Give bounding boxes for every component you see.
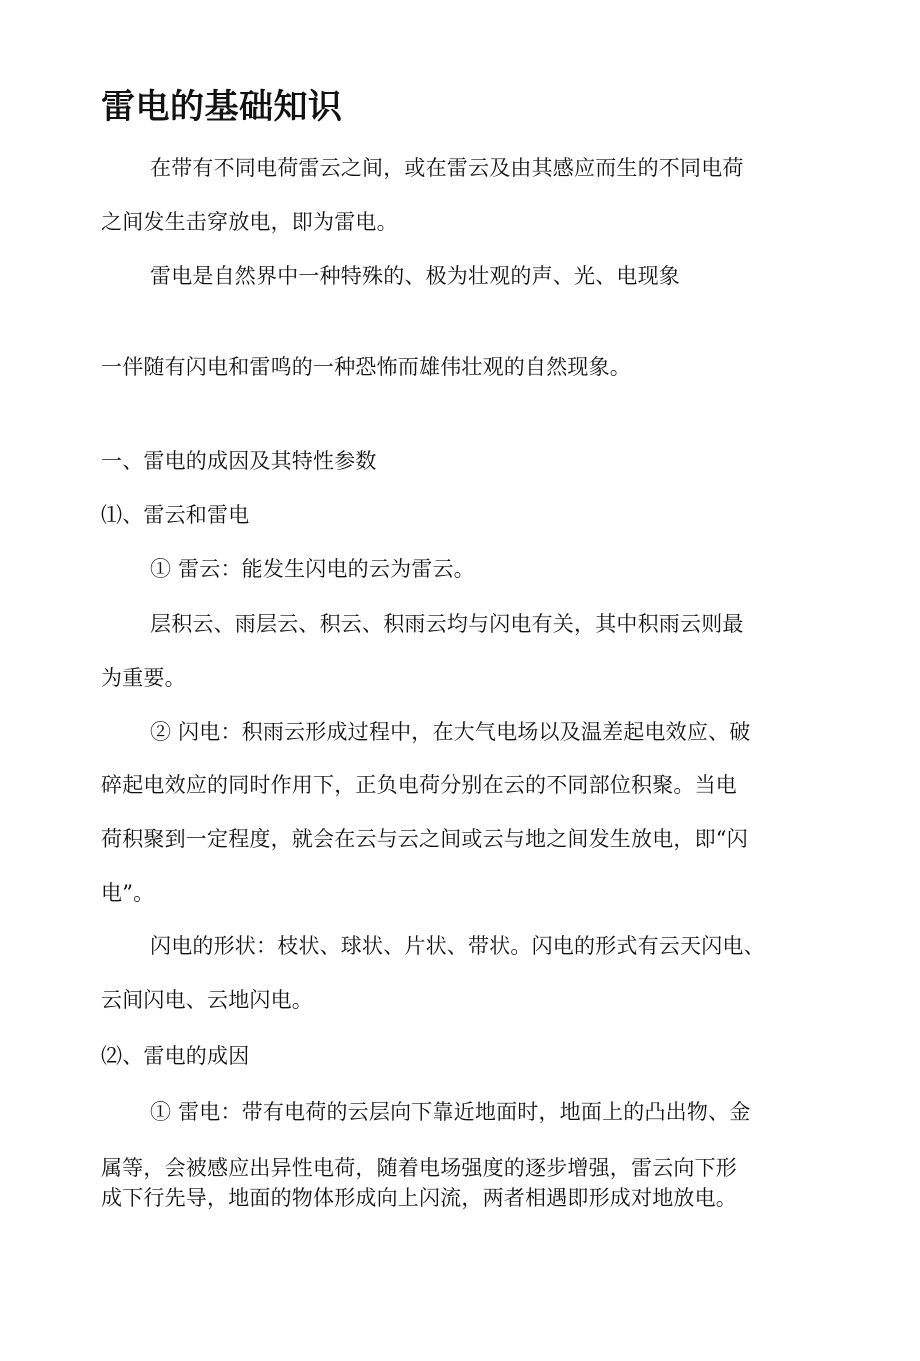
paragraph-line: 荷积聚到一定程度，就会在云与云之间或云与地之间发生放电，即“闪: [101, 827, 748, 851]
page-title: 雷电的基础知识: [101, 87, 343, 127]
paragraph-line: 雷电是自然界中一种特殊的、极为壮观的声、光、电现象: [150, 264, 680, 288]
paragraph-line: ② 闪电：积雨云形成过程中，在大气电场以及温差起电效应、破: [150, 720, 751, 744]
paragraph-line: 之间发生击穿放电，即为雷电。: [101, 210, 398, 234]
paragraph-line: ① 雷电：带有电荷的云层向下靠近地面时，地面上的凸出物、金: [150, 1100, 751, 1124]
subsection-heading: ⑴、雷云和雷电: [101, 503, 250, 527]
paragraph-line: 碎起电效应的同时作用下，正负电荷分别在云的不同部位积聚。当电: [101, 773, 737, 797]
paragraph-line: 为重要。: [101, 666, 186, 690]
paragraph-line: 闪电的形状：枝状、球状、片状、带状。闪电的形式有云天闪电、: [150, 934, 765, 958]
paragraph-line: 电”。: [101, 881, 155, 905]
paragraph-line: 属等，会被感应出异性电荷，随着电场强度的逐步增强，雷云向下形: [101, 1156, 737, 1180]
paragraph-line: 云间闪电、云地闪电。: [101, 988, 313, 1012]
subsection-heading: ⑵、雷电的成因: [101, 1044, 250, 1068]
paragraph-line: 成下行先导，地面的物体形成向上闪流，两者相遇即形成对地放电。: [101, 1186, 737, 1210]
paragraph-line: 层积云、雨层云、积云、积雨云均与闪电有关，其中积雨云则最: [150, 612, 744, 636]
paragraph-line: 在带有不同电荷雷云之间，或在雷云及由其感应而生的不同电荷: [150, 156, 744, 180]
paragraph-line: 一伴随有闪电和雷鸣的一种恐怖而雄伟壮观的自然现象。: [101, 355, 631, 379]
paragraph-line: ① 雷云：能发生闪电的云为雷云。: [150, 557, 475, 581]
section-heading: 一、雷电的成因及其特性参数: [101, 449, 377, 473]
